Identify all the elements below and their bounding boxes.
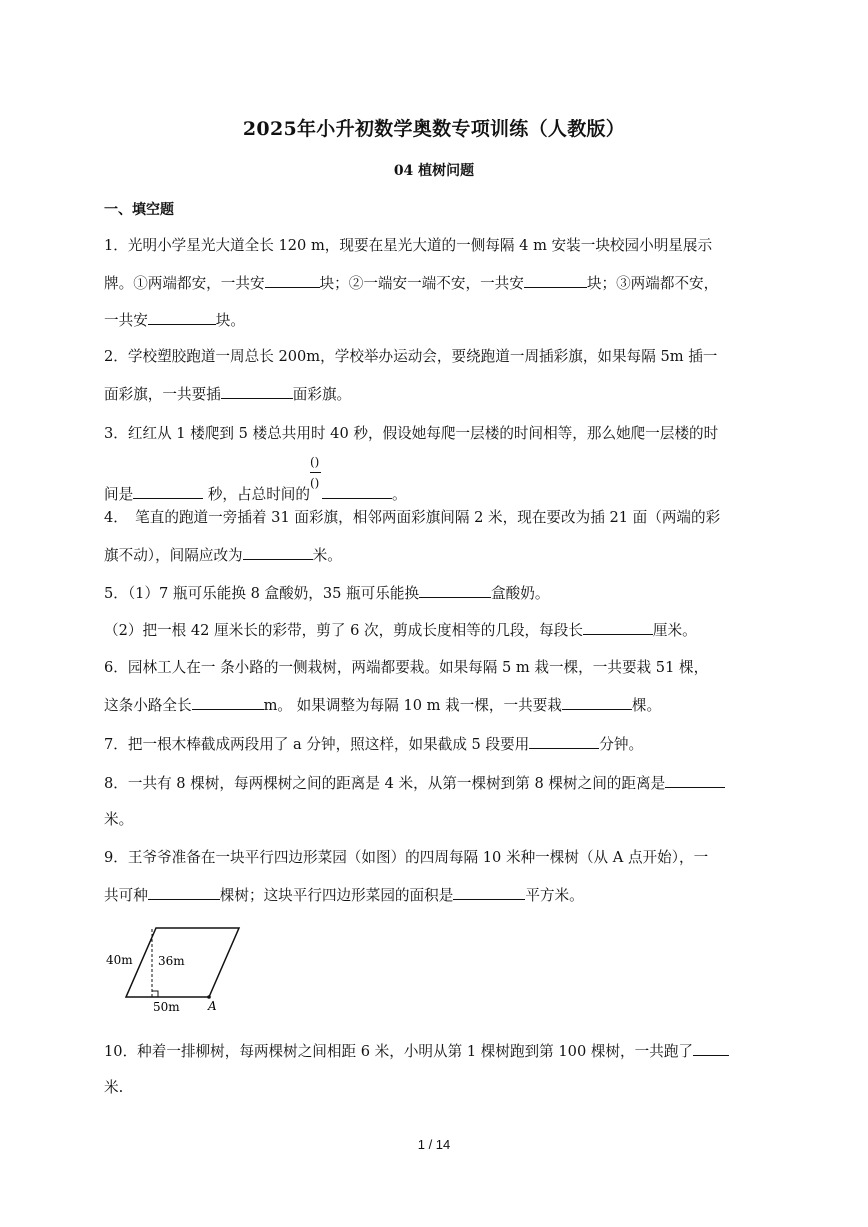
q3-line2 [104, 455, 407, 505]
q7-text-b: 分钟。 [599, 736, 644, 753]
q4-line1: 4． 笔直的跑道一旁插着 31 面彩旗，相邻两面彩旗间隔 2 米，现在要改为插 21 面（两端的彩 [104, 509, 721, 526]
q8-text-a: 8．一共有 8 棵树，每两棵树之间的距离是 4 米，从第一棵树到第 8 棵树之间的距离是 [104, 775, 666, 792]
q4-text-b: 米。 [312, 547, 342, 564]
q2-text-a: 面彩旗，一共要插 [104, 386, 221, 403]
q1-text-b: 块；②一端安一端不安，一共安 [319, 275, 524, 292]
q4-text-a: 旗不动），间隔应改为 [104, 547, 243, 564]
page-title: 2025年小升初数学奥数专项训练（人教版） [242, 118, 626, 140]
q8-blank-1[interactable] [665, 773, 725, 788]
q1-text-c: 块；③两端都不安， [586, 275, 719, 292]
q9-blank-2[interactable] [453, 885, 525, 900]
q8-line2: 米。 [104, 811, 134, 828]
height-label: 36m [158, 954, 185, 968]
q5-text-a: 5．（1）7 瓶可乐能换 8 盒酸奶，35 瓶可乐能换 [104, 585, 420, 602]
q1-line3 [104, 310, 245, 331]
q10-blank-1[interactable] [693, 1041, 729, 1056]
q9-line1: 9．王爷爷准备在一块平行四边形菜园（如图）的四周每隔 10 米种一棵树（从 A 点开始），一 [104, 849, 709, 866]
q3-text-a: 间是 [104, 486, 134, 503]
q6-blank-2[interactable] [562, 695, 632, 710]
q1-line1: 1．光明小学星光大道全长 120 m，现要在星光大道的一侧每隔 4 m 安装一块校园小明星展示 [104, 237, 713, 254]
q4-line2 [104, 545, 342, 566]
q5-line2 [104, 620, 697, 641]
q3-blank-1[interactable] [133, 484, 203, 499]
q9-text-c: 平方米。 [525, 887, 584, 904]
q2-line1: 2．学校塑胶跑道一周总长 200m，学校举办运动会，要绕跑道一周插彩旗，如果每隔 5m 插一 [104, 348, 718, 365]
parallelogram-figure [104, 924, 244, 1014]
q5-text-c: （2）把一根 42 厘米长的彩带，剪了 6 次，剪成长度相等的几段，每段长 [104, 622, 583, 639]
q10-text-a: 10．种着一排柳树，每两棵树之间相距 6 米，小明从第 1 棵树跑到第 100 棵树，一共跑了 [104, 1043, 694, 1060]
fraction-bar [310, 472, 321, 473]
q6-line2 [104, 695, 661, 716]
q6-text-b: m。 如果调整为每隔 10 m 栽一棵，一共要栽 [263, 697, 562, 714]
point-a-label: A [208, 999, 217, 1013]
q5-text-d: 厘米。 [652, 622, 697, 639]
q1-text-d: 一共安 [104, 312, 148, 329]
q3-line1: 3．红红从 1 楼爬到 5 楼总共用时 40 秒，假设她每爬一层楼的时间相等，那么她爬一层楼的时 [104, 425, 719, 442]
q3-blank-2[interactable] [322, 484, 392, 499]
q9-text-a: 共可种 [104, 887, 148, 904]
q5-blank-2[interactable] [583, 620, 653, 635]
q2-text-b: 面彩旗。 [292, 386, 352, 403]
base-label: 50m [153, 1000, 180, 1014]
q3-text-b: 秒，占总时间的 [203, 486, 310, 503]
q6-text-c: 棵。 [631, 697, 662, 714]
q1-line2 [104, 273, 718, 294]
q6-text-a: 这条小路全长 [104, 697, 192, 714]
fraction-denominator[interactable]: () [310, 476, 320, 490]
q5-blank-1[interactable] [419, 583, 491, 598]
q5-line1 [104, 583, 549, 604]
q10-line1 [104, 1041, 729, 1062]
q9-blank-1[interactable] [148, 885, 220, 900]
q1-blank-2[interactable] [524, 273, 587, 288]
section-heading: 一、填空题 [104, 202, 174, 218]
q2-line2 [104, 384, 351, 405]
q5-text-b: 盒酸奶。 [491, 585, 550, 602]
q10-line2: 米. [104, 1079, 124, 1096]
q3-text-c: 。 [392, 486, 407, 503]
q3-fraction [310, 455, 322, 499]
q7-blank-1[interactable] [529, 734, 599, 749]
q1-text-e: 块。 [215, 312, 245, 329]
q1-blank-3[interactable] [148, 310, 216, 325]
q7-line1 [104, 734, 643, 755]
fraction-numerator[interactable]: () [310, 455, 320, 469]
q6-blank-1[interactable] [192, 695, 264, 710]
page-subtitle: 04 植树问题 [393, 163, 475, 179]
q2-blank-1[interactable] [221, 384, 293, 399]
q4-blank-1[interactable] [243, 545, 313, 560]
right-angle-mark [152, 991, 158, 997]
q9-line2 [104, 885, 584, 906]
page-number: 1 / 14 [417, 1137, 451, 1152]
q6-line1: 6．园林工人在一 条小路的一侧栽树，两端都要栽。如果每隔 5 m 栽一棵，一共要栽 51 棵， [104, 659, 709, 676]
q8-line1 [104, 773, 725, 794]
q7-text-a: 7．把一根木棒截成两段用了 a 分钟，照这样，如果截成 5 段要用 [104, 736, 530, 753]
q1-text-a: 牌。①两端都安，一共安 [104, 275, 265, 292]
q9-text-b: 棵树；这块平行四边形菜园的面积是 [219, 887, 454, 904]
q1-blank-1[interactable] [265, 273, 320, 288]
side-label: 40m [106, 953, 133, 967]
